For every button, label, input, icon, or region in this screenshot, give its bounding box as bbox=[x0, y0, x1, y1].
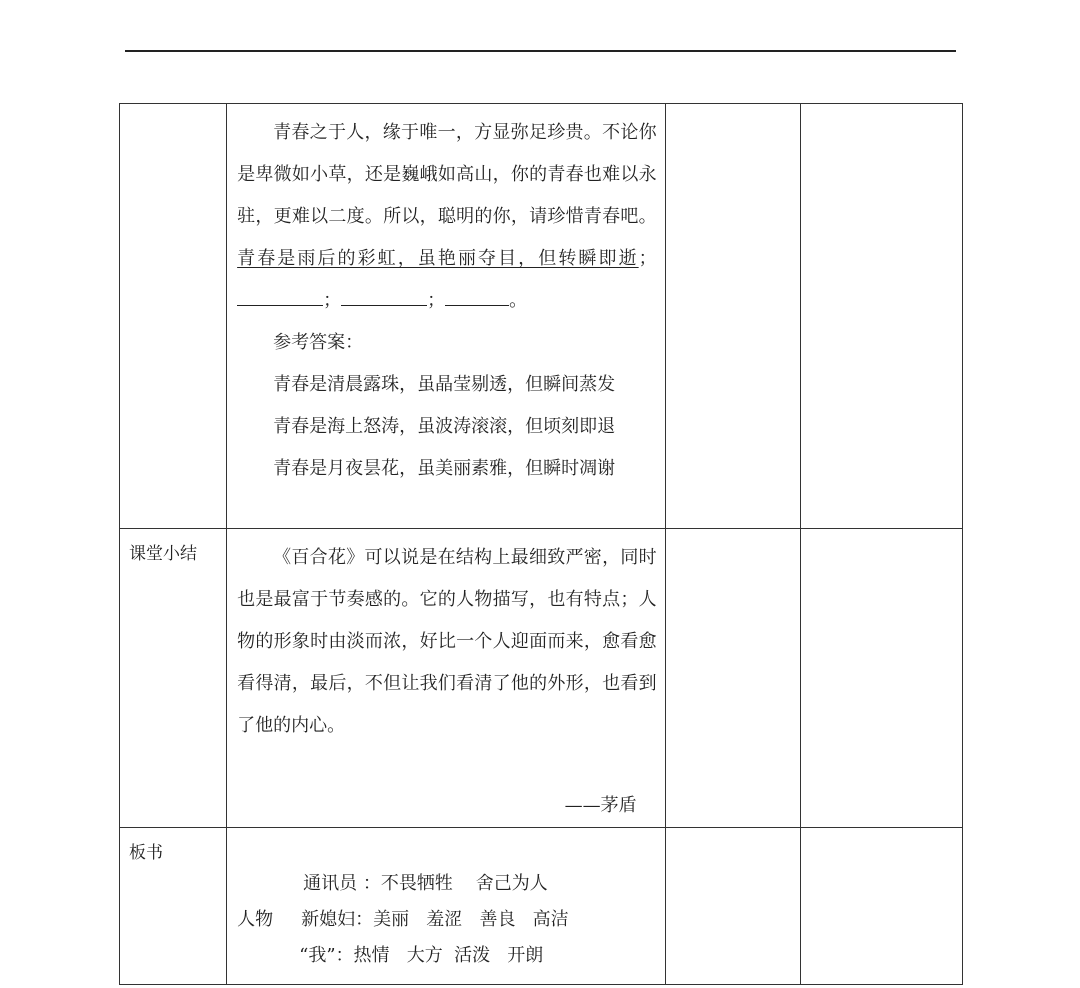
content-cell bbox=[227, 828, 666, 985]
row-label-cell bbox=[120, 529, 227, 828]
summary-signature: ——茅盾 bbox=[564, 795, 637, 816]
summary-paragraph: 《百合花》可以说是在结构上最细致严密，同时也是最富于节奏感的。它的人物描写，也有特点；人物的形象时由淡而浓，好比一个人迎面而来，愈看愈看得清，最后，不但让我们看清了他的外形，也看到了他的内心。 bbox=[237, 547, 657, 736]
empty-cell bbox=[665, 529, 800, 828]
row-label-summary: 课堂小结 bbox=[129, 544, 197, 564]
empty-cell bbox=[665, 828, 800, 985]
header-rule bbox=[125, 50, 956, 52]
empty-cell bbox=[665, 104, 800, 529]
answer-block bbox=[237, 322, 657, 490]
board-line: 通讯员 ：不畏牺牲 舍己为人 bbox=[303, 873, 548, 894]
blank-separator: ； bbox=[323, 290, 342, 311]
empty-cell bbox=[800, 104, 962, 529]
empty-cell bbox=[800, 828, 962, 985]
row-label bbox=[120, 104, 226, 116]
content-cell bbox=[227, 529, 666, 828]
board-line: 新媳妇：美丽 羞涩 善良 高洁 bbox=[301, 909, 569, 930]
answer-item: 青春是月夜昙花，虽美丽素雅，但瞬时凋谢 bbox=[273, 458, 616, 479]
row-label-board: 板书 bbox=[129, 843, 163, 863]
row-label-cell bbox=[120, 828, 227, 985]
content-cell bbox=[227, 104, 666, 529]
fill-blank-3[interactable] bbox=[445, 287, 509, 306]
blank-end: 。 bbox=[509, 290, 528, 311]
youth-rainbow-example: 青春是雨后的彩虹，虽艳丽夺目，但转瞬即逝 bbox=[237, 248, 639, 269]
board-line: 人物 bbox=[237, 909, 274, 930]
youth-paragraph bbox=[237, 112, 657, 322]
blank-separator: ； bbox=[427, 290, 446, 311]
fill-blank-1[interactable] bbox=[237, 287, 323, 306]
board-notes bbox=[227, 828, 665, 974]
row-label-cell bbox=[120, 104, 227, 529]
blank-separator: ； bbox=[638, 248, 657, 269]
table-row-exercise bbox=[120, 104, 963, 529]
fill-blank-2[interactable] bbox=[341, 287, 427, 306]
table-row-summary bbox=[120, 529, 963, 828]
table-row-board bbox=[120, 828, 963, 985]
board-line: “我”：热情 大方 活泼 开朗 bbox=[299, 945, 544, 966]
board-line-group bbox=[237, 902, 665, 938]
answer-title: 参考答案： bbox=[273, 332, 364, 353]
empty-cell bbox=[800, 529, 962, 828]
lesson-plan-table bbox=[119, 103, 963, 985]
youth-paragraph-text: 青春之于人，缘于唯一，方显弥足珍贵。不论你是卑微如小草，还是巍峨如高山，你的青春也难以永驻，更难以二度。所以，聪明的你，请珍惜青春吧。 bbox=[237, 122, 657, 227]
answer-item: 青春是清晨露珠，虽晶莹剔透，但瞬间蒸发 bbox=[273, 374, 616, 395]
answer-item: 青春是海上怒涛，虽波涛滚滚，但顷刻即退 bbox=[273, 416, 616, 437]
